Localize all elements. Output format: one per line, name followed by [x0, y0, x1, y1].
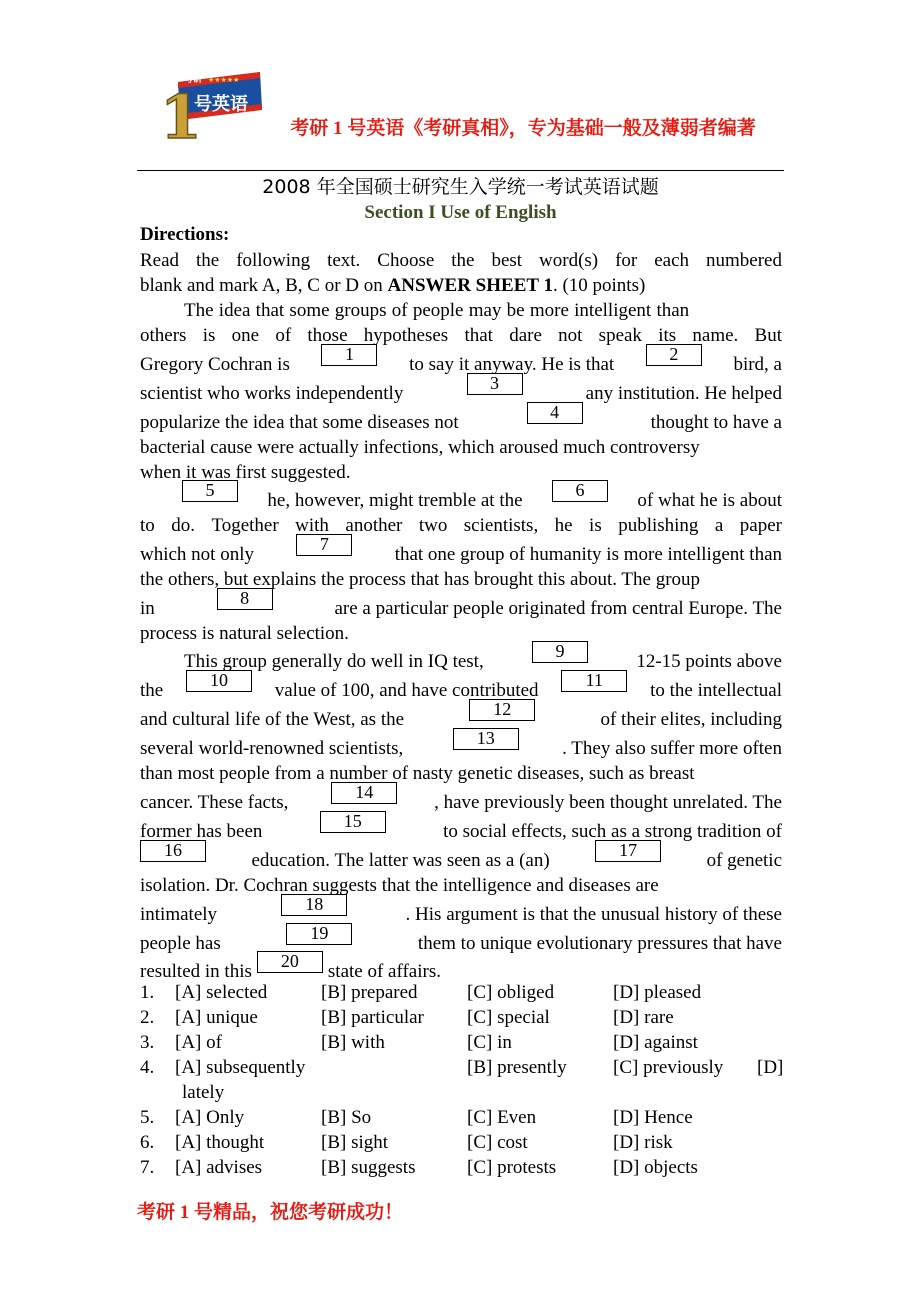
- passage-line: isolation. Dr. Cochran suggests that the intelligence and diseases are: [140, 875, 659, 896]
- option-a[interactable]: [A] thought: [175, 1132, 265, 1153]
- header-tagline: 考研 1 号英语《考研真相》，专为基础一般及薄弱者编著: [290, 118, 756, 139]
- option-d[interactable]: [D] against: [613, 1032, 698, 1053]
- option-c[interactable]: [C] previously: [613, 1057, 724, 1078]
- passage-line: the 10 value of 100, and have contributed 11 to the intellectual: [140, 670, 782, 701]
- passage-line: former has been 15 to social effects, such as a strong tradition of: [140, 811, 782, 842]
- passage-line: than most people from a number of nasty genetic diseases, such as breast: [140, 763, 695, 784]
- blank-3[interactable]: 3: [467, 373, 523, 395]
- option-c[interactable]: [C] in: [467, 1032, 512, 1053]
- option-a[interactable]: [A] Only: [175, 1107, 245, 1128]
- blank-6[interactable]: 6: [552, 480, 608, 502]
- option-b[interactable]: [B] So: [321, 1107, 372, 1128]
- passage-line: process is natural selection.: [140, 623, 349, 644]
- blank-16[interactable]: 16: [140, 840, 206, 862]
- directions-line-1: Read the following text. Choose the best word(s) for each numbered: [140, 250, 782, 271]
- logo-brand: 号英语: [194, 94, 248, 115]
- option-b[interactable]: [B] sight: [321, 1132, 389, 1153]
- passage-line: scientist who works independently 3 any institution. He helped: [140, 373, 782, 404]
- option-a[interactable]: [A] selected: [175, 982, 268, 1003]
- passage-line: people has 19 them to unique evolutionary pressures that have: [140, 923, 782, 954]
- passage-line: when it was first suggested.: [140, 462, 351, 483]
- passage-line: 5 he, however, might tremble at the 6 of what he is about: [182, 490, 782, 512]
- option-c[interactable]: [C] protests: [467, 1157, 557, 1178]
- option-d-continued[interactable]: lately: [182, 1082, 225, 1103]
- directions-line-2: blank and mark A, B, C or D on ANSWER SHEET 1 . (10 points): [140, 275, 646, 296]
- option-d[interactable]: [D] objects: [613, 1157, 698, 1178]
- option-b[interactable]: [B] presently: [467, 1057, 567, 1078]
- blank-2[interactable]: 2: [646, 344, 702, 366]
- header-rule: [137, 170, 784, 171]
- option-b[interactable]: [B] particular: [321, 1007, 424, 1028]
- option-a[interactable]: [A] subsequently: [175, 1057, 306, 1078]
- passage-line: popularize the idea that some diseases not 4 thought to have a: [140, 402, 782, 433]
- option-a[interactable]: [A] of: [175, 1032, 222, 1053]
- blank-9[interactable]: 9: [532, 641, 588, 663]
- blank-20[interactable]: 20: [257, 951, 323, 973]
- option-c[interactable]: [C] cost: [467, 1132, 528, 1153]
- directions-label: Directions:: [140, 224, 230, 245]
- passage-line: This group generally do well in IQ test, 9 12-15 points above: [184, 641, 782, 672]
- section-heading: Section I Use of English: [364, 202, 557, 223]
- passage-line: The idea that some groups of people may be more intelligent than: [184, 300, 690, 321]
- passage-line: 16 education. The latter was seen as a (an) 17 of genetic: [140, 850, 782, 872]
- blank-5[interactable]: 5: [182, 480, 238, 502]
- option-d[interactable]: [D] Hence: [613, 1107, 693, 1128]
- passage-line: and cultural life of the West, as the 12 of their elites, including: [140, 699, 782, 730]
- passage-line: in 8 are a particular people originated from central Europe. The: [140, 588, 782, 619]
- option-c[interactable]: [C] obliged: [467, 982, 555, 1003]
- passage-line: the others, but explains the process that has brought this about. The group: [140, 569, 701, 590]
- blank-19[interactable]: 19: [286, 923, 352, 945]
- blank-1[interactable]: 1: [321, 344, 377, 366]
- blank-17[interactable]: 17: [595, 840, 661, 862]
- passage-line: which not only 7 that one group of humanity is more intelligent than: [140, 534, 782, 565]
- blank-12[interactable]: 12: [469, 699, 535, 721]
- logo: [150, 64, 266, 144]
- blank-11[interactable]: 11: [561, 670, 627, 692]
- option-b[interactable]: [B] suggests: [321, 1157, 416, 1178]
- blank-7[interactable]: 7: [296, 534, 352, 556]
- option-c[interactable]: [C] special: [467, 1007, 550, 1028]
- option-d[interactable]: [D]: [757, 1057, 784, 1078]
- passage-line: resulted in this 20 state of affairs.: [140, 951, 441, 982]
- exam-title: 2008 年全国硕士研究生入学统一考试英语试题: [262, 176, 659, 198]
- blank-15[interactable]: 15: [320, 811, 386, 833]
- logo-number: 1: [160, 83, 202, 144]
- passage-line: to do. Together with another two scientists, he is publishing a paper: [140, 515, 782, 536]
- blank-13[interactable]: 13: [453, 728, 519, 750]
- passage-line: bacterial cause were actually infections, which aroused much controversy: [140, 437, 700, 458]
- option-d[interactable]: [D] rare: [613, 1007, 674, 1028]
- footer-slogan: 考研 1 号精品，祝您考研成功！: [137, 1202, 404, 1223]
- option-d[interactable]: [D] risk: [613, 1132, 673, 1153]
- option-b[interactable]: [B] prepared: [321, 982, 418, 1003]
- option-b[interactable]: [B] with: [321, 1032, 385, 1053]
- passage-line: intimately 18 . His argument is that the unusual history of these: [140, 894, 782, 925]
- blank-4[interactable]: 4: [527, 402, 583, 424]
- passage-line: cancer. These facts, 14 , have previously been thought unrelated. The: [140, 782, 782, 813]
- blank-18[interactable]: 18: [281, 894, 347, 916]
- passage-line: others is one of those hypotheses that dare not speak its name. But: [140, 325, 782, 346]
- option-a[interactable]: [A] advises: [175, 1157, 263, 1178]
- option-c[interactable]: [C] Even: [467, 1107, 537, 1128]
- passage-line: Gregory Cochran is 1 to say it anyway. He is that 2 bird, a: [140, 344, 782, 375]
- blank-10[interactable]: 10: [186, 670, 252, 692]
- blank-14[interactable]: 14: [331, 782, 397, 804]
- logo-small-text: 考研: [184, 75, 203, 85]
- passage-line: several world-renowned scientists, 13 . They also suffer more often: [140, 728, 782, 759]
- logo-graphic: [150, 64, 266, 144]
- option-d[interactable]: [D] pleased: [613, 982, 702, 1003]
- options-list: 1. [A] selected [B] prepared [C] obliged [D] pleased 2. [A] unique [B] particular [C] special [D] rare 3. [A] of [B] with [C] in [D] against 4. [A] subsequently [B] presently [C] previously [D] lately 5. [A] Only [B] So [C] Even [D] Hence 6. [A] thought [B] sight [C] cost [D] risk 7. [A] advises [B] suggests [C] protests [D] objects: [140, 982, 784, 1178]
- svg-text:★★★★★: ★★★★★: [208, 76, 240, 84]
- blank-8[interactable]: 8: [217, 588, 273, 610]
- option-a[interactable]: [A] unique: [175, 1007, 258, 1028]
